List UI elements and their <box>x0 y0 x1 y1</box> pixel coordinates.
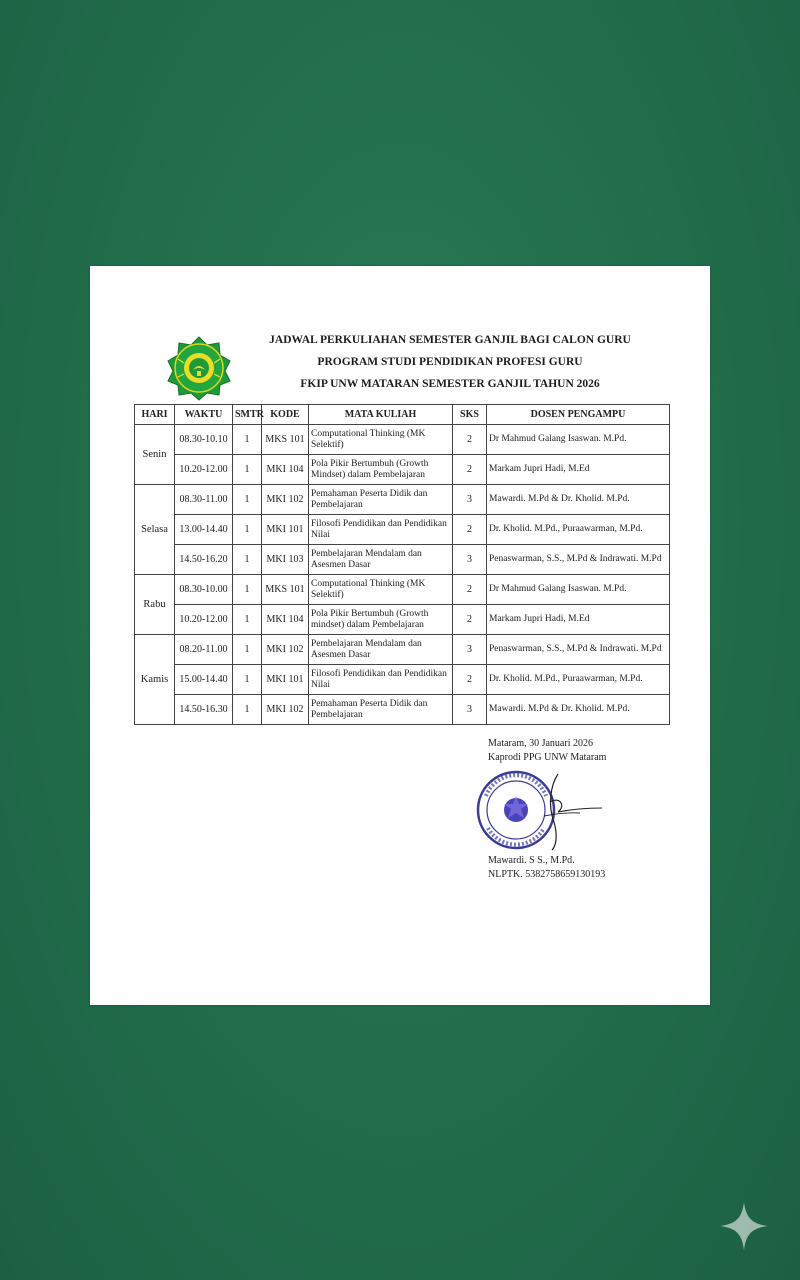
header-line-2: PROGRAM STUDI PENDIDIKAN PROFESI GURU <box>317 356 583 368</box>
code-cell: MKI 103 <box>262 545 309 575</box>
credits-cell: 2 <box>453 455 487 485</box>
semester-cell: 1 <box>233 455 262 485</box>
lecturer-cell: Mawardi. M.Pd & Dr. Kholid. M.Pd. <box>487 485 670 515</box>
course-cell: Filosofi Pendidikan dan Pendidikan Nilai <box>309 515 453 545</box>
code-cell: MKI 104 <box>262 455 309 485</box>
course-cell: Computational Thinking (MK Selektif) <box>309 425 453 455</box>
schedule-document <box>90 266 710 1005</box>
course-cell: Pola Pikir Bertumbuh (Growth mindset) dalam Pembelajaran <box>309 605 453 635</box>
code-cell: MKI 101 <box>262 665 309 695</box>
lecturer-cell: Dr Mahmud Galang Isaswan. M.Pd. <box>487 575 670 605</box>
credits-cell: 3 <box>453 635 487 665</box>
lecturer-cell: Dr. Kholid. M.Pd., Puraawarman, M.Pd. <box>487 515 670 545</box>
sparkle-icon <box>718 1200 770 1252</box>
column-header-time: WAKTU <box>175 405 233 425</box>
time-cell: 14.50-16.20 <box>175 545 233 575</box>
table-row <box>135 665 670 695</box>
code-cell: MKI 102 <box>262 695 309 725</box>
time-cell: 15.00-14.40 <box>175 665 233 695</box>
code-cell: MKS 101 <box>262 575 309 605</box>
column-header-semester: SMTR <box>233 405 262 425</box>
semester-cell: 1 <box>233 695 262 725</box>
code-cell: MKI 102 <box>262 635 309 665</box>
table-row <box>135 455 670 485</box>
day-cell: Senin <box>135 425 175 485</box>
time-cell: 14.50-16.30 <box>175 695 233 725</box>
column-header-lecturer: DOSEN PENGAMPU <box>487 405 670 425</box>
course-cell: Pembelajaran Mendalam dan Asesmen Dasar <box>309 635 453 665</box>
document-header <box>250 332 650 398</box>
table-header-row <box>135 405 670 425</box>
signatory-block <box>488 854 605 882</box>
signatory-id: NLPTK. 5382758659130193 <box>488 869 606 880</box>
column-header-code: KODE <box>262 405 309 425</box>
signatory-name: Mawardi. S S., M.Pd. <box>488 855 575 866</box>
table-row <box>135 515 670 545</box>
course-cell: Pemahaman Peserta Didik dan Pembelajaran <box>309 695 453 725</box>
code-cell: MKI 104 <box>262 605 309 635</box>
table-row <box>135 635 670 665</box>
table-row <box>135 485 670 515</box>
semester-cell: 1 <box>233 515 262 545</box>
signatory-title: Kaprodi PPG UNW Mataram <box>488 752 607 763</box>
column-header-course: MATA KULIAH <box>309 405 453 425</box>
table-row <box>135 575 670 605</box>
table-row <box>135 605 670 635</box>
schedule-table <box>134 404 670 725</box>
time-cell: 08.20-11.00 <box>175 635 233 665</box>
lecturer-cell: Penaswarman, S.S., M.Pd & Indrawati. M.Pd <box>487 635 670 665</box>
code-cell: MKS 101 <box>262 425 309 455</box>
table-row <box>135 425 670 455</box>
semester-cell: 1 <box>233 605 262 635</box>
official-stamp-icon <box>470 766 610 856</box>
course-cell: Computational Thinking (MK Selektif) <box>309 575 453 605</box>
credits-cell: 3 <box>453 545 487 575</box>
time-cell: 08.30-10.00 <box>175 575 233 605</box>
header-line-3: FKIP UNW MATARAN SEMESTER GANJIL TAHUN 2026 <box>300 378 600 390</box>
credits-cell: 3 <box>453 485 487 515</box>
table-row <box>135 695 670 725</box>
code-cell: MKI 102 <box>262 485 309 515</box>
course-cell: Pola Pikir Bertumbuh (Growth Mindset) dalam Pembelajaran <box>309 455 453 485</box>
day-cell: Rabu <box>135 575 175 635</box>
time-cell: 13.00-14.40 <box>175 515 233 545</box>
day-cell: Kamis <box>135 635 175 725</box>
lecturer-cell: Mawardi. M.Pd & Dr. Kholid. M.Pd. <box>487 695 670 725</box>
credits-cell: 2 <box>453 605 487 635</box>
time-cell: 08.30-10.10 <box>175 425 233 455</box>
column-header-credits: SKS <box>453 405 487 425</box>
university-emblem-icon <box>164 335 234 401</box>
semester-cell: 1 <box>233 425 262 455</box>
column-header-day: HARI <box>135 405 175 425</box>
time-cell: 10.20-12.00 <box>175 605 233 635</box>
credits-cell: 2 <box>453 665 487 695</box>
day-cell: Selasa <box>135 485 175 575</box>
semester-cell: 1 <box>233 545 262 575</box>
code-cell: MKI 101 <box>262 515 309 545</box>
semester-cell: 1 <box>233 575 262 605</box>
course-cell: Filosofi Pendidikan dan Pendidikan Nilai <box>309 665 453 695</box>
place-date: Mataram, 30 Januari 2026 <box>488 738 593 749</box>
credits-cell: 2 <box>453 575 487 605</box>
credits-cell: 2 <box>453 425 487 455</box>
time-cell: 08.30-11.00 <box>175 485 233 515</box>
time-cell: 10.20-12.00 <box>175 455 233 485</box>
lecturer-cell: Dr. Kholid. M.Pd., Puraawarman, M.Pd. <box>487 665 670 695</box>
lecturer-cell: Dr Mahmud Galang Isaswan. M.Pd. <box>487 425 670 455</box>
credits-cell: 2 <box>453 515 487 545</box>
lecturer-cell: Penaswarman, S.S., M.Pd & Indrawati. M.Pd <box>487 545 670 575</box>
semester-cell: 1 <box>233 665 262 695</box>
lecturer-cell: Markam Jupri Hadi, M.Ed <box>487 455 670 485</box>
table-row <box>135 545 670 575</box>
course-cell: Pemahaman Peserta Didik dan Pembelajaran <box>309 485 453 515</box>
lecturer-cell: Markam Jupri Hadi, M.Ed <box>487 605 670 635</box>
semester-cell: 1 <box>233 485 262 515</box>
signature-block <box>488 737 606 765</box>
course-cell: Pembelajaran Mendalam dan Asesmen Dasar <box>309 545 453 575</box>
header-line-1: JADWAL PERKULIAHAN SEMESTER GANJIL BAGI CALON GURU <box>269 334 631 346</box>
semester-cell: 1 <box>233 635 262 665</box>
credits-cell: 3 <box>453 695 487 725</box>
